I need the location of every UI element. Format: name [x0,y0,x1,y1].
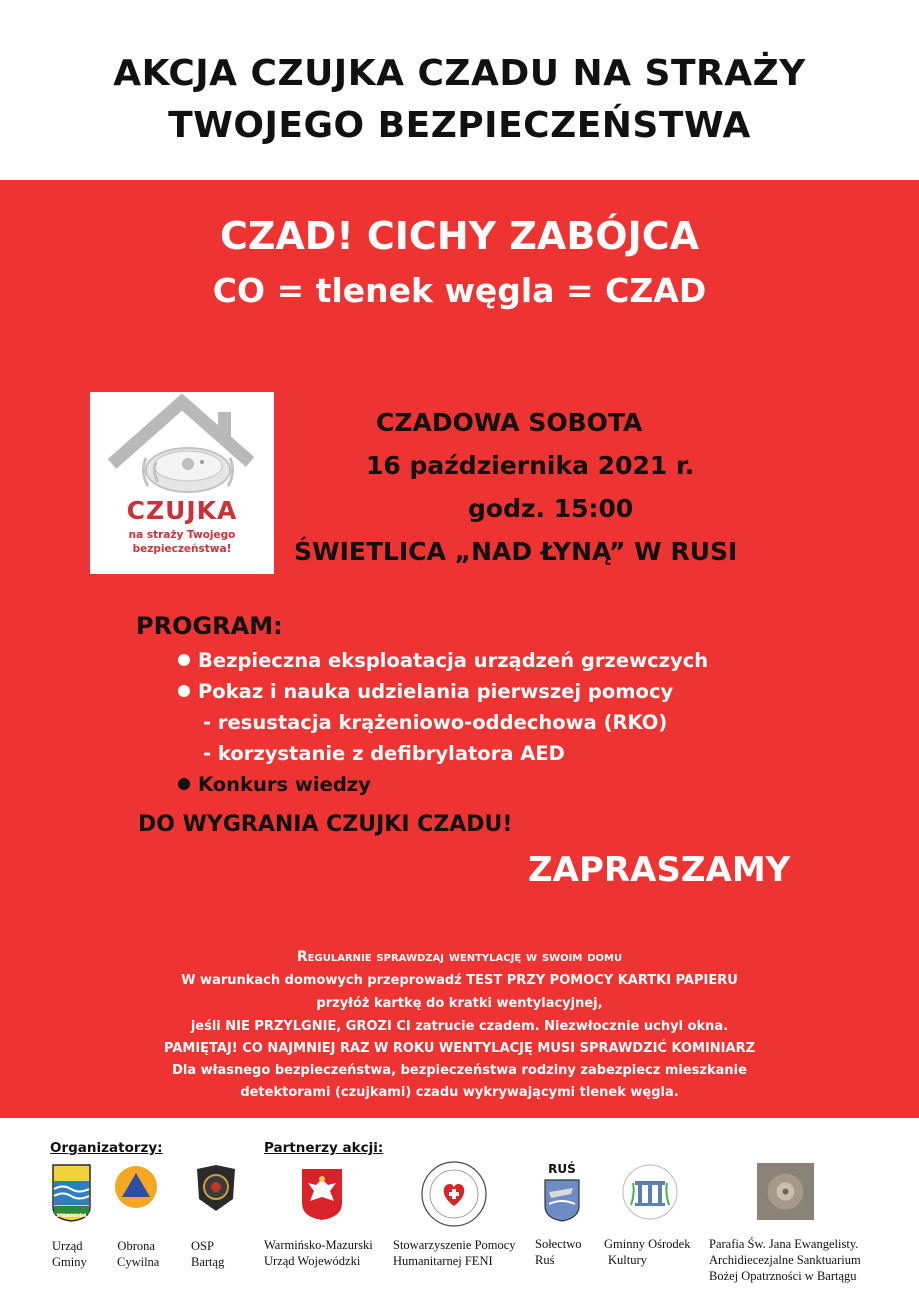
note-line: W warunkach domowych przeprowadź TEST PRZY POMOCY KARTKI PAPIERU [181,973,738,988]
event-place: ŚWIETLICA „NAD ŁYNĄ” W RUSI [294,537,738,566]
page-title-line-1: AKCJA CZUJKA CZADU NA STRAŻY [113,53,806,94]
civil-defence-icon [114,1165,158,1209]
program-subitem: - resustacja krążeniowo-oddechowa (RKO) [203,711,668,734]
logo-tagline-2: bezpieczeństwa! [132,543,232,555]
caption-osp-bartag: OSP Bartąg [191,1239,225,1269]
stawiguda-crest-icon [51,1163,92,1223]
program-item [178,648,708,674]
caption-obrona-cywilna: Obrona Cywilna [117,1239,160,1269]
note-line: detektorami (czujkami) czadu wykrywającymi tlenek węgla. [240,1085,679,1100]
logo-tagline-1: na straży Twojego [128,529,236,541]
program-heading: PROGRAM: [136,612,283,640]
organizers-label: Organizatorzy: [50,1140,163,1156]
logo-wordmark: CZUJKA [126,496,238,525]
caption-urzad-wojewodzki: Warmińsko-Mazurski Urząd Wojewódzki [264,1238,373,1268]
invite-line: ZAPRASZAMY [528,850,791,890]
prize-line: DO WYGRANIA CZUJKI CZADU! [138,812,513,837]
program-item [178,679,673,705]
polish-eagle-emblem-icon [300,1167,344,1221]
program-item [178,772,371,798]
page-title [0,48,919,152]
headline-sub: CO = tlenek węgla = CZAD [212,271,707,310]
event-time: godz. 15:00 [468,494,634,523]
bullet-icon [178,685,190,697]
solectwo-rus-crest-icon [543,1162,581,1222]
headline-main: CZAD! CICHY ZABÓJCA [219,214,700,258]
caption-solectwo-rus: Sołectwo Ruś [535,1237,582,1267]
rus-crest-label: RUŚ [548,1162,576,1176]
czujka-logo [90,392,274,574]
note-line: przyłóż kartkę do kratki wentylacyjnej, [316,996,603,1011]
note-line: PAMIĘTAJ! CO NAJMNIEJ RAZ W ROKU WENTYLACJĘ MUSI SPRAWDZIĆ KOMINIARZ [163,1041,756,1056]
program-item-label: Pokaz i nauka udzielania pierwszej pomocy [198,680,674,703]
stawiguda-crest-text: STAWIGUDA [56,1214,87,1219]
event-title: CZADOWA SOBOTA [376,408,643,437]
partners-label: Partnerzy akcji: [264,1140,384,1156]
caption-gok: Gminny Ośrodek Kultury [604,1237,691,1267]
note-line: Dla własnego bezpieczeństwa, bezpieczeństwa rodziny zabezpiecz mieszkanie [172,1063,747,1078]
bullet-icon [178,778,190,790]
note-line: Regularnie sprawdzaj wentylację w swoim domu [296,949,623,965]
event-date: 16 października 2021 r. [366,451,695,480]
page-title-line-2: TWOJEGO BEZPIECZEŃSTWA [168,105,751,146]
osp-bartag-emblem-icon [193,1163,239,1213]
bullet-icon [178,654,190,666]
caption-urzad-gminy: Urząd Gminy [52,1239,87,1269]
program-item-label: Konkurs wiedzy [198,773,371,796]
parish-photo-icon [757,1163,814,1220]
gok-cultural-centre-logo-icon [621,1163,679,1221]
note-line: jeśli NIE PRZYLGNIE, GROZI CI zatrucie czadem. Niezwłocznie uchyl okna. [190,1019,729,1034]
caption-parafia: Parafia Św. Jana Ewangelisty. Archidiecezjalne Sanktuarium Bożej Opatrzności w Bartągu [709,1237,861,1283]
feni-association-logo-icon [420,1160,488,1228]
caption-feni: Stowarzyszenie Pomocy Humanitarnej FENI [393,1238,516,1268]
program-subitem: - korzystanie z defibrylatora AED [203,742,565,765]
program-item-label: Bezpieczna eksploatacja urządzeń grzewczych [198,649,709,672]
